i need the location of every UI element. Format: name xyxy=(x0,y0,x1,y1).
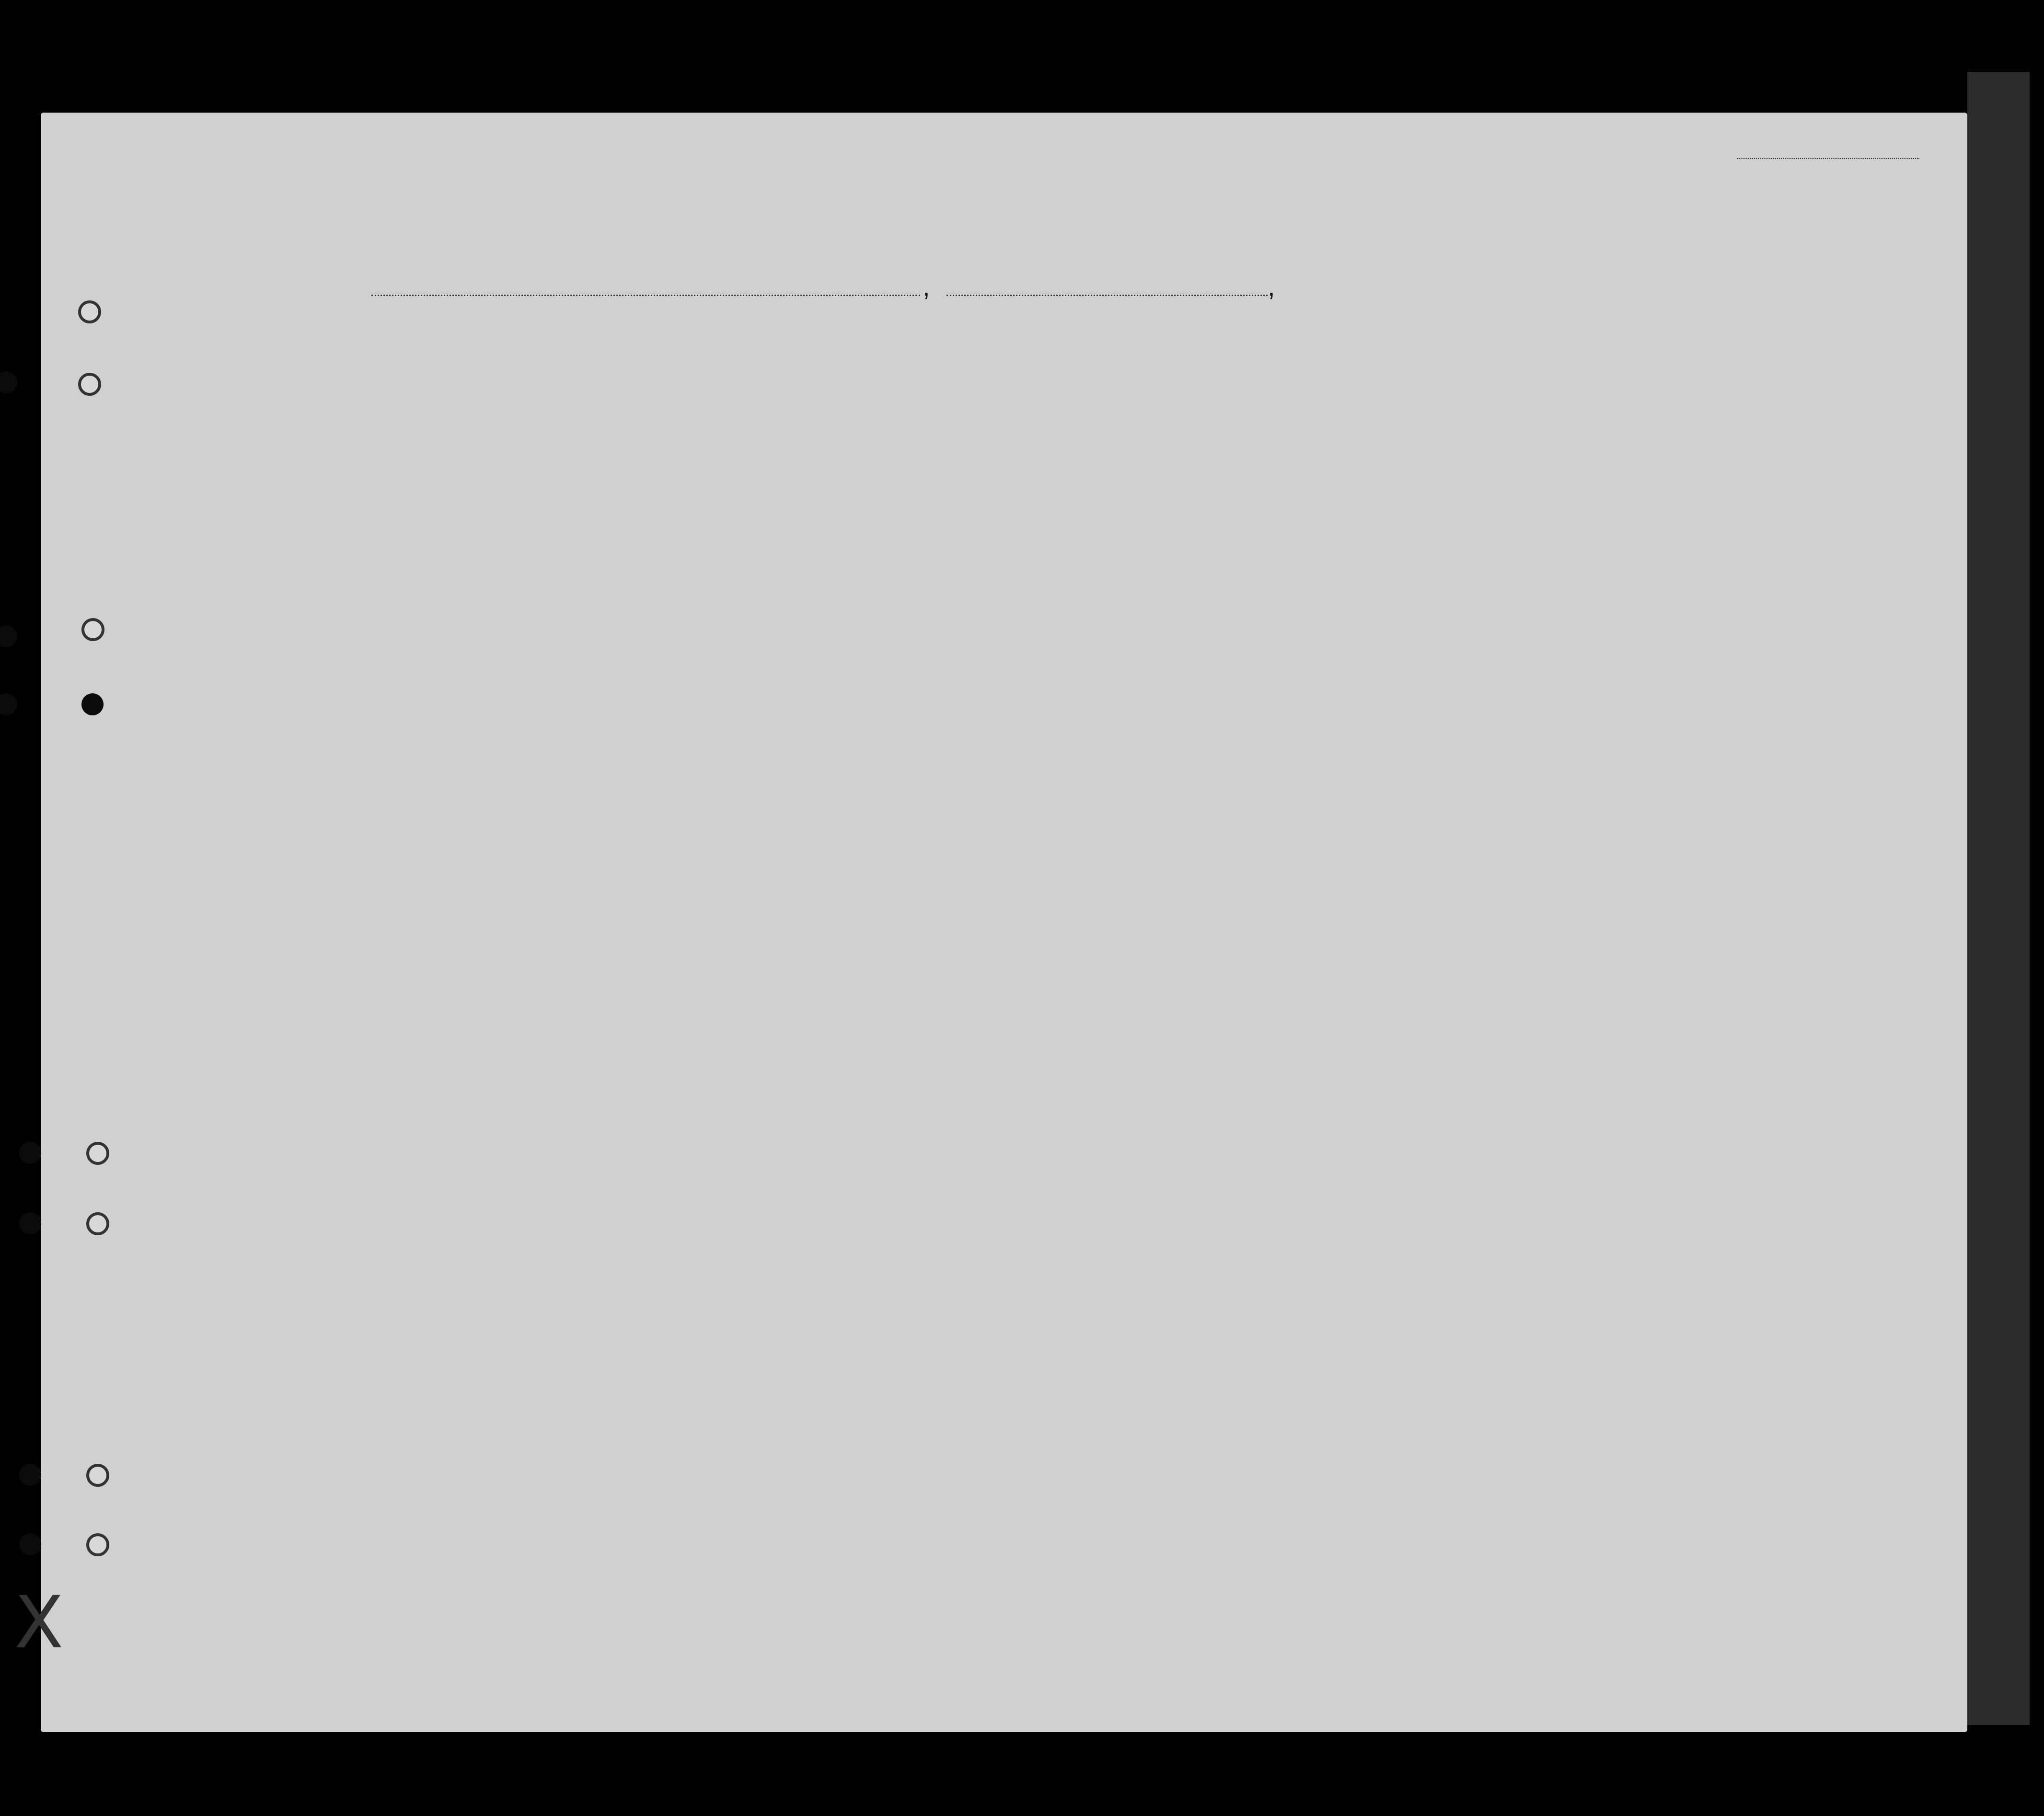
port-field-line xyxy=(371,295,920,296)
manifest-sheet xyxy=(41,113,1967,1732)
binder-hole xyxy=(19,1212,41,1234)
margin-mark: X xyxy=(14,1581,64,1665)
binder-hole xyxy=(78,373,101,396)
adjacent-page-edge xyxy=(1967,72,2030,1725)
binder-hole xyxy=(86,1533,109,1556)
list-number-field xyxy=(1737,158,1919,159)
date-field-line xyxy=(947,295,1268,296)
binder-hole xyxy=(19,1464,41,1486)
binder-hole xyxy=(0,625,17,647)
binder-hole xyxy=(81,693,104,715)
binder-hole xyxy=(86,1464,109,1487)
binder-hole xyxy=(0,693,17,715)
binder-hole xyxy=(81,618,104,641)
binder-hole xyxy=(86,1212,109,1235)
comma-separator: , xyxy=(923,271,930,301)
binder-hole xyxy=(19,1142,41,1164)
binder-hole xyxy=(19,1533,41,1555)
binder-hole xyxy=(86,1142,109,1165)
comma-separator: , xyxy=(1268,271,1275,301)
binder-hole xyxy=(0,371,17,393)
binder-hole xyxy=(78,300,101,323)
